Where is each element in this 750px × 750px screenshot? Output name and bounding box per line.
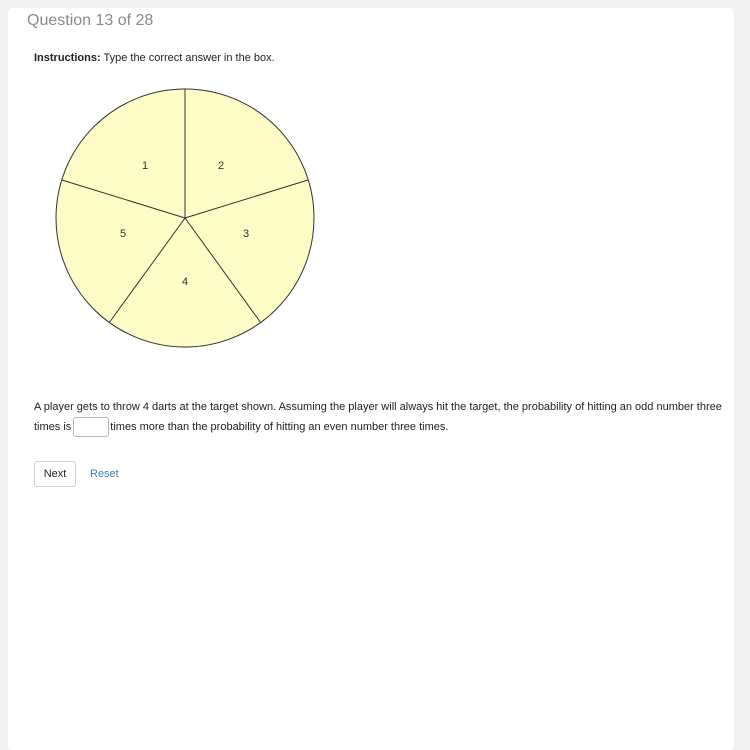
section-label-2: 2 <box>217 160 225 172</box>
reset-link[interactable]: Reset <box>90 468 119 480</box>
next-button[interactable]: Next <box>34 461 76 487</box>
question-text-before: A player gets to throw 4 darts at the target shown. Assuming the player will always hit the target, the probability of hitting an odd number three times is <box>34 401 722 433</box>
section-label-3: 3 <box>242 228 250 240</box>
instructions-text: Type the correct answer in the box. <box>103 52 275 64</box>
question-counter: Question 13 of 28 <box>27 12 154 29</box>
question-text-after: times more than the probability of hitting an even number three times. <box>110 420 449 433</box>
section-label-4: 4 <box>181 276 189 288</box>
section-label-1: 1 <box>141 160 149 172</box>
section-label-5: 5 <box>119 228 127 240</box>
instructions-label: Instructions: <box>34 52 101 64</box>
question-text <box>34 398 724 437</box>
answer-input[interactable] <box>73 417 109 437</box>
